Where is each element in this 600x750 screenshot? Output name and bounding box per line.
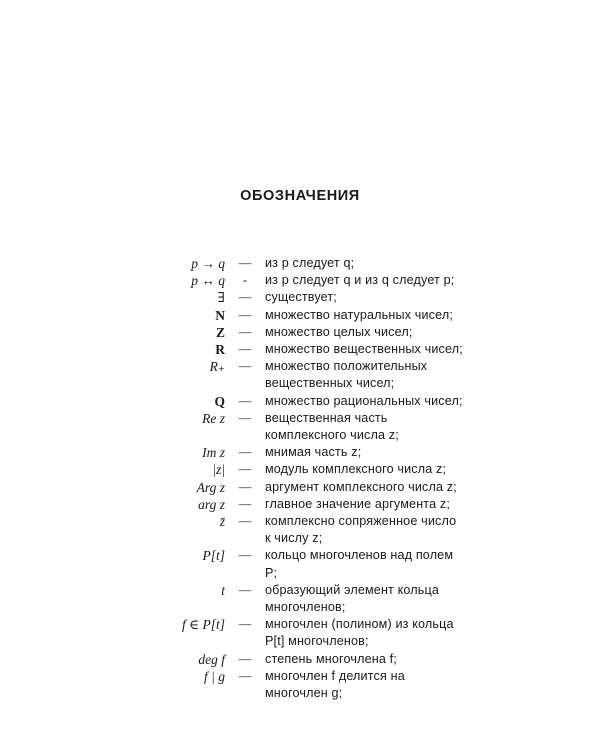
notation-entry [150,444,480,461]
notation-description [265,668,465,702]
notation-description-line: комплексно сопряженное число [265,514,457,529]
notation-entry [150,358,480,392]
notation-dash: — [238,324,252,339]
notation-description [265,616,465,650]
notation-entry [150,255,480,272]
notation-description-line: множество положительных [265,359,428,374]
notation-description [265,547,465,581]
notation-description-line: комплексного числа z; [265,428,399,443]
notation-entry [150,410,480,444]
notation-description-line: множество целых чисел; [265,324,413,339]
notation-description [265,651,465,668]
notation-description-line: аргумент комплексного числа z; [265,479,457,494]
notation-dash: — [238,479,252,494]
notation-entry [150,513,480,547]
notation-entry [150,324,480,341]
page-title: ОБОЗНАЧЕНИЯ [240,188,360,204]
notation-entry [150,496,480,513]
notation-entry [150,393,480,410]
notation-description [265,496,465,513]
notation-symbol: |z| [212,462,225,478]
notation-dash: — [238,290,252,305]
notation-entry [150,668,480,702]
notation-description-line: многочлен (полином) из кольца [265,617,454,632]
notation-description-line: множество натуральных чисел; [265,307,454,322]
notation-description-line: из p следует q и из q следует p; [265,273,455,288]
notation-description [265,289,465,306]
notation-entry [150,341,480,358]
notation-description [265,513,465,547]
notation-description-line: множество вещественных чисел; [265,342,463,357]
notation-description [265,324,465,341]
notation-dash: — [238,514,252,529]
notation-entry [150,651,480,668]
notation-dash: — [238,307,252,322]
notation-dash: — [238,256,252,270]
notation-symbol: Z [215,324,225,340]
notation-dash: — [238,651,252,666]
notation-symbol: P[t] [202,548,225,564]
notation-dash: — [238,410,252,425]
notation-description-line: многочленов; [265,600,346,615]
notation-description-line: P[t] многочленов; [265,634,369,649]
notation-description [265,479,465,496]
notation-description-line: вещественных чисел; [265,376,395,391]
notation-description-line: вещественная часть [265,410,388,425]
notation-symbol: Im z [202,445,225,461]
notation-dash: — [238,496,252,511]
notation-description-line: мнимая часть z; [265,445,362,460]
notation-symbol: R [215,342,225,358]
notation-symbol: f | g [204,668,225,684]
notation-symbol: Arg z [196,479,225,495]
notation-entry [150,289,480,306]
notation-entry [150,307,480,324]
notation-entry [150,582,480,616]
notation-description-line: модуль комплексного числа z; [265,462,447,477]
notation-description [265,272,465,289]
notation-entry [150,479,480,496]
notation-symbol: ∃ [217,290,225,306]
notation-dash: — [238,342,252,357]
notation-dash: — [238,445,252,460]
notation-symbol: p ↔ q [191,273,225,289]
notation-symbol: arg z [198,496,225,512]
notation-entry [150,616,480,650]
notation-description [265,255,465,272]
notation-entry [150,461,480,478]
notation-list [150,255,480,702]
notation-dash: — [238,548,252,563]
notation-symbol: N [215,307,225,323]
notation-symbol: Q [214,393,225,409]
notation-description-line: кольцо многочленов над полем P; [265,548,454,580]
notation-description-line: из p следует q; [265,256,355,270]
notation-symbol: Re z [202,410,225,426]
notation-description [265,358,465,392]
notation-description [265,307,465,324]
notation-symbol: R₊ [209,359,225,375]
notation-description-line: образующий элемент кольца [265,582,440,597]
notation-description-line: существует; [265,290,337,305]
notation-dash: — [238,617,252,632]
notation-description [265,444,465,461]
notation-symbol: p → q [191,256,225,271]
notation-description-line: главное значение аргумента z; [265,496,450,511]
notation-description [265,410,465,444]
notation-dash: — [238,359,252,374]
notation-description-line: множество рациональных чисел; [265,393,463,408]
notation-symbol: t [221,582,225,598]
notation-entry [150,272,480,289]
notation-description [265,582,465,616]
notation-symbol: deg f [198,651,225,667]
notation-symbol: z̄ [219,514,225,530]
notation-description [265,341,465,358]
notation-description [265,461,465,478]
notation-description-line: к числу z; [265,531,323,546]
notation-dash: — [238,582,252,597]
notation-description [265,393,465,410]
notation-description-line: многочлен g; [265,686,343,701]
notation-entry [150,547,480,581]
notation-description-line: степень многочлена f; [265,651,397,666]
notation-description-line: многочлен f делится на [265,668,405,683]
notation-dash: — [238,393,252,408]
notation-dash: - [242,273,248,288]
notation-symbol: f ∈ P[t] [182,617,225,633]
notation-dash: — [238,668,252,683]
notation-dash: — [238,462,252,477]
